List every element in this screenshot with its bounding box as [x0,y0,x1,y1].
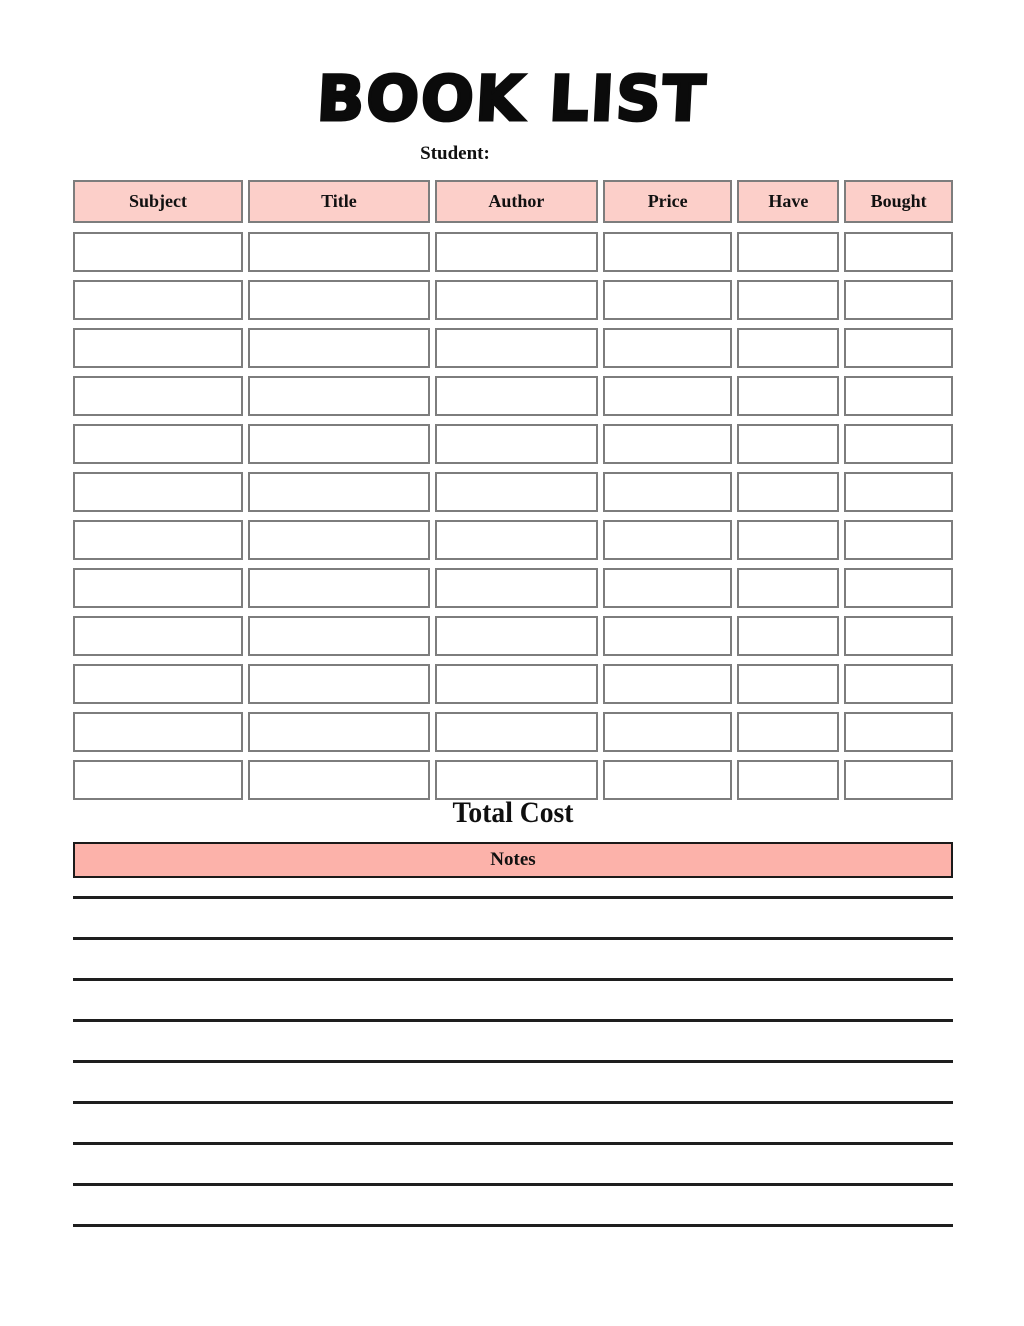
table-cell-bought[interactable] [844,280,953,320]
table-cell-bought[interactable] [844,712,953,752]
table-cell-title[interactable] [248,328,430,368]
table-cell-bought[interactable] [844,328,953,368]
column-header-subject: Subject [73,180,243,223]
table-cell-title[interactable] [248,520,430,560]
table-cell-subject[interactable] [73,520,243,560]
table-cell-bought[interactable] [844,232,953,272]
table-cell-price[interactable] [603,568,732,608]
table-cell-title[interactable] [248,664,430,704]
table-cell-price[interactable] [603,472,732,512]
table-cell-subject[interactable] [73,424,243,464]
table-cell-subject[interactable] [73,712,243,752]
table-cell-subject[interactable] [73,232,243,272]
table-cell-subject[interactable] [73,760,243,800]
notes-section-header: Notes [73,842,953,878]
table-cell-bought[interactable] [844,424,953,464]
table-row [73,376,953,416]
table-cell-price[interactable] [603,664,732,704]
table-cell-title[interactable] [248,712,430,752]
table-cell-subject[interactable] [73,664,243,704]
column-header-bought: Bought [844,180,953,223]
table-cell-price[interactable] [603,280,732,320]
table-cell-author[interactable] [435,616,598,656]
table-cell-have[interactable] [737,424,839,464]
table-cell-title[interactable] [248,568,430,608]
book-list-table [73,180,953,808]
table-cell-have[interactable] [737,280,839,320]
table-row [73,280,953,320]
notes-line[interactable] [73,1224,953,1227]
table-cell-bought[interactable] [844,568,953,608]
table-cell-subject[interactable] [73,376,243,416]
table-cell-author[interactable] [435,664,598,704]
table-cell-price[interactable] [603,616,732,656]
notes-line[interactable] [73,1019,953,1022]
table-row [73,712,953,752]
table-header-row [73,180,953,223]
column-header-title: Title [248,180,430,223]
notes-writing-lines [73,896,953,1227]
table-row [73,616,953,656]
column-header-author: Author [435,180,598,223]
table-body [73,232,953,800]
table-cell-author[interactable] [435,376,598,416]
table-cell-author[interactable] [435,568,598,608]
table-cell-author[interactable] [435,712,598,752]
table-cell-have[interactable] [737,664,839,704]
notes-line[interactable] [73,1101,953,1104]
table-row [73,424,953,464]
table-cell-author[interactable] [435,232,598,272]
notes-line[interactable] [73,937,953,940]
table-cell-price[interactable] [603,328,732,368]
table-cell-title[interactable] [248,424,430,464]
table-cell-have[interactable] [737,232,839,272]
table-cell-price[interactable] [603,376,732,416]
table-cell-author[interactable] [435,424,598,464]
table-cell-price[interactable] [603,520,732,560]
column-header-price: Price [603,180,732,223]
table-cell-have[interactable] [737,472,839,512]
table-cell-price[interactable] [603,712,732,752]
table-cell-author[interactable] [435,472,598,512]
table-cell-have[interactable] [737,328,839,368]
table-cell-title[interactable] [248,232,430,272]
table-cell-title[interactable] [248,376,430,416]
table-cell-author[interactable] [435,520,598,560]
notes-line[interactable] [73,978,953,981]
notes-line[interactable] [73,1142,953,1145]
table-row [73,760,953,800]
table-cell-bought[interactable] [844,616,953,656]
table-cell-subject[interactable] [73,472,243,512]
table-row [73,568,953,608]
table-row [73,472,953,512]
table-cell-title[interactable] [248,280,430,320]
table-cell-author[interactable] [435,328,598,368]
table-row [73,232,953,272]
table-cell-subject[interactable] [73,616,243,656]
notes-line[interactable] [73,1060,953,1063]
table-cell-price[interactable] [603,760,732,800]
table-cell-title[interactable] [248,616,430,656]
table-cell-have[interactable] [737,616,839,656]
table-cell-author[interactable] [435,760,598,800]
table-cell-have[interactable] [737,520,839,560]
table-cell-price[interactable] [603,424,732,464]
table-cell-bought[interactable] [844,520,953,560]
table-row [73,520,953,560]
table-cell-have[interactable] [737,760,839,800]
table-cell-have[interactable] [737,376,839,416]
table-row [73,328,953,368]
table-cell-have[interactable] [737,712,839,752]
table-cell-have[interactable] [737,568,839,608]
table-cell-title[interactable] [248,472,430,512]
table-cell-subject[interactable] [73,328,243,368]
table-cell-bought[interactable] [844,760,953,800]
notes-line[interactable] [73,1183,953,1186]
page-title: BOOK LIST [315,62,709,135]
notes-line[interactable] [73,896,953,899]
table-cell-bought[interactable] [844,472,953,512]
student-name-label: Student: [420,143,490,164]
table-cell-bought[interactable] [844,376,953,416]
table-cell-title[interactable] [248,760,430,800]
total-cost-label: Total Cost [452,796,574,829]
table-cell-subject[interactable] [73,568,243,608]
table-cell-author[interactable] [435,280,598,320]
table-cell-price[interactable] [603,232,732,272]
table-row [73,664,953,704]
table-cell-bought[interactable] [844,664,953,704]
column-header-have: Have [737,180,839,223]
table-cell-subject[interactable] [73,280,243,320]
